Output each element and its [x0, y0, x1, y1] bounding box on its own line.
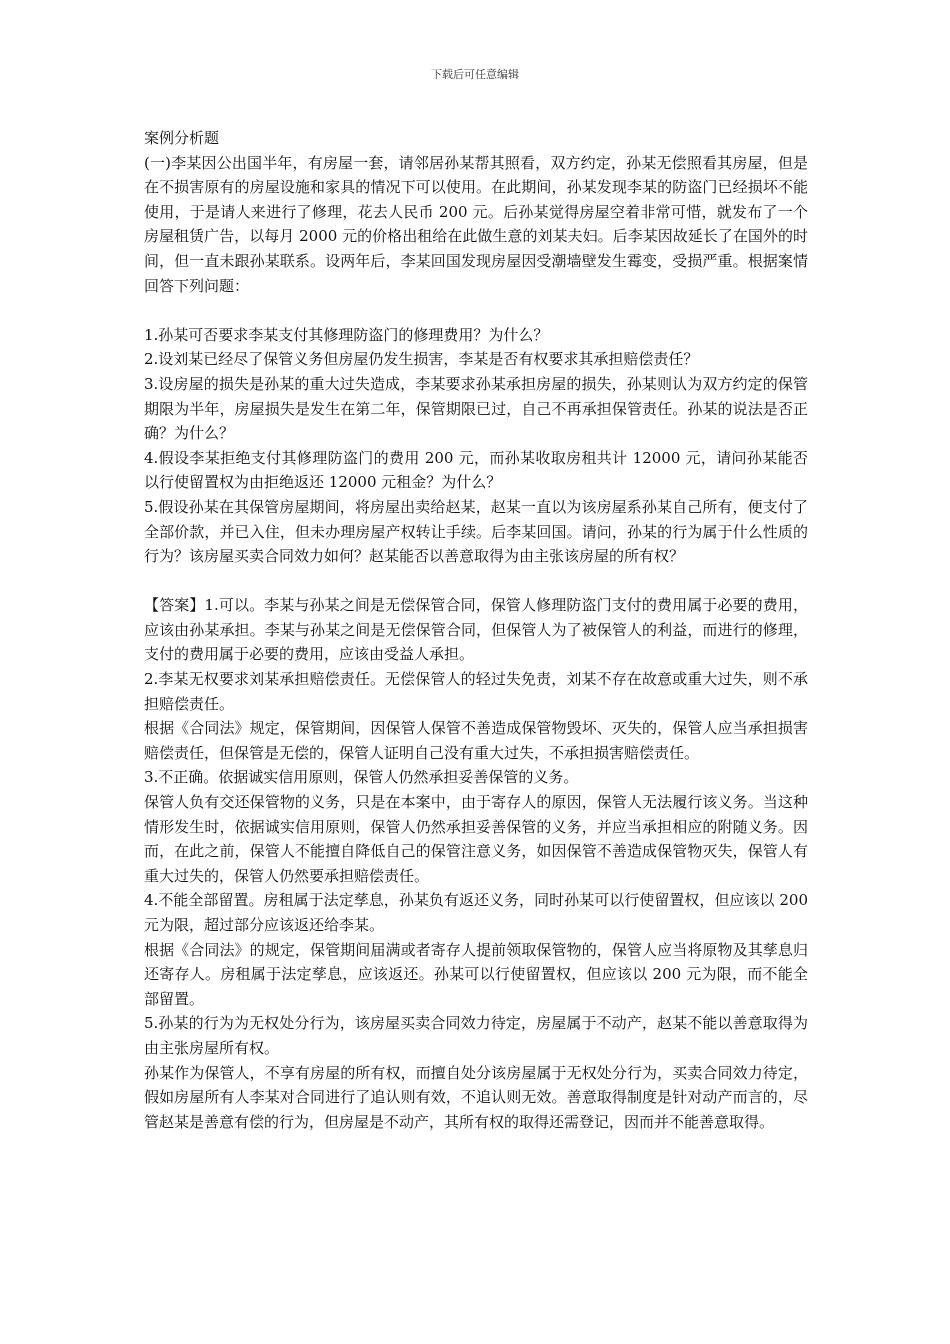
answer-5: 5.孙某的行为为无权处分行为，该房屋买卖合同效力待定，房屋属于不动产，赵某不能以善意取得为由主张房屋所有权。	[144, 1014, 808, 1057]
spacer	[144, 298, 808, 323]
answer-1: 【答案】1.可以。李某与孙某之间是无偿保管合同，保管人修理防盗门支付的费用属于必要的费用，应该由孙某承担。李某与孙某之间是无偿保管合同，但保管人为了被保管人的利益，而进行的修理，支付的费用属于必要的费用，应该由受益人承担。	[144, 596, 808, 664]
question-5: 5.假设孙某在其保管房屋期间，将房屋出卖给赵某，赵某一直以为该房屋系孙某自己所有，便支付了全部价款，并已入住，但未办理房屋产权转让手续。后李某回国。请问，孙某的行为属于什么性质的行为？该房屋买卖合同效力如何？赵某能否以善意取得为由主张该房屋的所有权？	[144, 497, 808, 566]
page-header: 下载后可任意编辑	[431, 68, 519, 81]
answer-4: 4.不能全部留置。房租属于法定孳息，孙某负有返还义务，同时孙某可以行使留置权，但应该以 200 元为限，超过部分应该返还给李某。	[144, 891, 808, 934]
answer-5-explanation: 孙某作为保管人，不享有房屋的所有权，而擅自处分该房屋属于无权处分行为，买卖合同效力待定，假如房屋所有人李某对合同进行了追认则有效，不追认则无效。善意取得制度是针对动产而言的，尽管赵某是善意有偿的行为，但房屋是不动产，其所有权的取得还需登记，因而并不能善意取得。	[144, 1063, 808, 1131]
case-intro: (一)李某因公出国半年，有房屋一套，请邻居孙某帮其照看，双方约定，孙某无偿照看其房屋，但是在不损害原有的房屋设施和家具的情况下可以使用。在此期间，孙某发现李某的防盗门已经损坏不能使用，于是请人来进行了修理，花去人民币 200 元。后孙某觉得房屋空着非常可惜，就发布了一个房屋租赁广告，以每月 2000 元的价格出租给在此做生意的刘某夫妇。后李某因故延长了在国外的时间，但一直未跟孙某联系。设两年后，李某回国发现房屋因受潮墙壁发生霉变，受损严重。根据案情回答下列问题：	[144, 153, 808, 295]
spacer	[144, 569, 808, 594]
answer-3: 3.不正确。依据诚实信用原则，保管人仍然承担妥善保管的义务。	[144, 768, 579, 787]
document-body	[144, 126, 808, 1134]
answer-2: 2.李某无权要求刘某承担赔偿责任。无偿保管人的轻过失免责，刘某不存在故意或重大过失，则不承担赔偿责任。	[144, 670, 808, 713]
answer-3-explanation: 保管人负有交还保管物的义务，只是在本案中，由于寄存人的原因，保管人无法履行该义务。当这种情形发生时，依据诚实信用原则，保管人仍然承担妥善保管的义务，并应当承担相应的附随义务。因而，在此之前，保管人不能擅自降低自己的保管注意义务，如因保管不善造成保管物灭失，保管人有重大过失的，保管人仍然要承担赔偿责任。	[144, 793, 808, 885]
question-3: 3.设房屋的损失是孙某的重大过失造成，李某要求孙某承担房屋的损失，孙某则认为双方约定的保管期限为半年，房屋损失是发生在第二年，保管期限已过，自己不再承担保管责任。孙某的说法是否正确？为什么？	[144, 374, 808, 443]
document-title: 案例分析题	[144, 129, 220, 147]
question-1: 1.孙某可否要求李某支付其修理防盗门的修理费用？为什么？	[144, 325, 549, 344]
question-2: 2.设刘某已经尽了保管义务但房屋仍发生损害，李某是否有权要求其承担赔偿责任？	[144, 350, 699, 369]
answer-2-explanation: 根据《合同法》规定，保管期间，因保管人保管不善造成保管物毁坏、灭失的，保管人应当承担损害赔偿责任，但保管是无偿的，保管人证明自己没有重大过失，不承担损害赔偿责任。	[144, 719, 808, 762]
answer-4-explanation: 根据《合同法》的规定，保管期间届满或者寄存人提前领取保管物的，保管人应当将原物及其孳息归还寄存人。房租属于法定孳息，应该返还。孙某可以行使留置权，但应该以 200 元为限，而不能全部留置。	[144, 940, 808, 1008]
question-4: 4.假设李某拒绝支付其修理防盗门的费用 200 元，而孙某收取房租共计 12000 元，请问孙某能否以行使留置权为由拒绝返还 12000 元租金？为什么？	[144, 448, 808, 492]
